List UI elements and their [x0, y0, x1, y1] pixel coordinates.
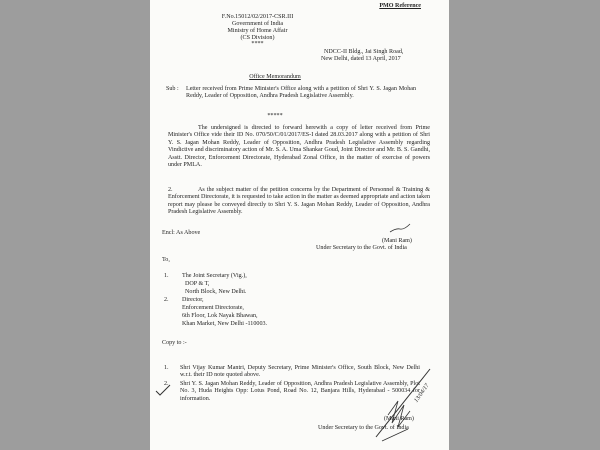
- address-line-2: New Delhi, dated 13 April, 2017: [321, 56, 401, 62]
- checkmark-icon: [154, 383, 172, 397]
- recipient-line: North Block, New Delhi.: [185, 289, 247, 295]
- copy-to-label: Copy to :-: [162, 340, 187, 346]
- pmo-reference-label: PMO Reference: [379, 3, 421, 9]
- signature-icon: [388, 222, 412, 234]
- paragraph-2-number: 2.: [168, 187, 173, 193]
- file-number: F.No.15012/02/2017-CSR.III: [221, 14, 294, 20]
- address-line-1: NDCC-II Bldg., Jai Singh Road,: [324, 49, 404, 55]
- recipient-line: The Joint Secretary (Vig.),: [182, 273, 247, 279]
- signatory-2-title: Under Secretary to the Govt. of India: [318, 425, 409, 431]
- signatory-name: (Mani Ram): [382, 238, 412, 244]
- recipient-line: 6th Floor, Lok Nayak Bhawan,: [182, 313, 258, 319]
- paragraph-1: The undersigned is directed to forward herewith a copy of letter received from Prime Minister's Office vide their ID No. 070/50/C/01/2017/ES-I dated 28.03.2017 along with a petition of Shri Y. S. Jagan Mohan Reddy, Leader of Opposition, Andhra Pradesh Legislative Assembly regarding Vindictive and discriminatory action of Mr. S. A. Uma Shankar Goud, Joint Director and Mr. B. S. Gandhi, Asstt. Director, Enforcement Directorate, Hyderabad Zonal Office, in the matter of exercise of powers under PMLA.: [168, 125, 430, 169]
- ministry-label: Ministry of Home Affair: [227, 28, 288, 34]
- subject-label: Sub :: [166, 86, 179, 92]
- government-label: Government of India: [231, 21, 284, 27]
- recipient-line: Director,: [182, 297, 204, 303]
- recipient-line: Khan Market, New Delhi -110003.: [182, 321, 268, 327]
- enclosure-note: Encl: As Above: [162, 230, 201, 236]
- recipient-number: 2.: [164, 297, 169, 303]
- handwritten-signature-icon: [368, 365, 448, 445]
- handwritten-date: 13/04/17: [413, 382, 431, 404]
- scanned-document-page: [150, 0, 449, 450]
- recipient-line: DOP & T,: [185, 281, 210, 287]
- document-title: Office Memorandum: [249, 74, 301, 80]
- copy-number: 1.: [164, 365, 169, 371]
- paragraph-2: As the subject matter of the petition concerns by the Department of Personnel & Training & Enforcement Directorate, it is requested to take action in the matter as deemed appropriate and action taken report may please be conveyed directly to Shri Y. S. Jagan Mohan Reddy, Leader of Opposition, Andhra Pradesh Legislative Assembly.: [168, 187, 430, 216]
- signatory-2-name: (Mani Ram): [384, 416, 414, 422]
- division-label: (CS Division): [240, 35, 275, 41]
- signatory-title: Under Secretary to the Govt. of India: [316, 245, 407, 251]
- stars-divider-mid: *****: [267, 113, 283, 119]
- copy-text: Shri Vijay Kumar Mantri, Deputy Secretary, Prime Minister's Office, South Block, New Delhi w.r.t. their ID note quoted above.: [180, 365, 420, 379]
- recipient-number: 1.: [164, 273, 169, 279]
- copy-number: 2.: [164, 381, 169, 387]
- subject-text: Letter received from Prime Minister's Office along with a petition of Shri Y. S. Jagan Mohan Reddy, Leader of Opposition, Andhra Pradesh Legislative Assembly.: [186, 86, 416, 100]
- copy-text: Shri Y. S. Jagan Mohan Reddy, Leader of Opposition, Andhra Pradesh Legislative Assembly, Plot No. 3, Huda Heights Opp: Lotus Pond, Road No. 12, Banjara Hills, Hyderabad - 500034 for information.: [180, 381, 420, 402]
- stars-divider-top: ****: [251, 41, 264, 47]
- to-label: To,: [162, 257, 170, 263]
- recipient-line: Enforcement Directorate,: [182, 305, 244, 311]
